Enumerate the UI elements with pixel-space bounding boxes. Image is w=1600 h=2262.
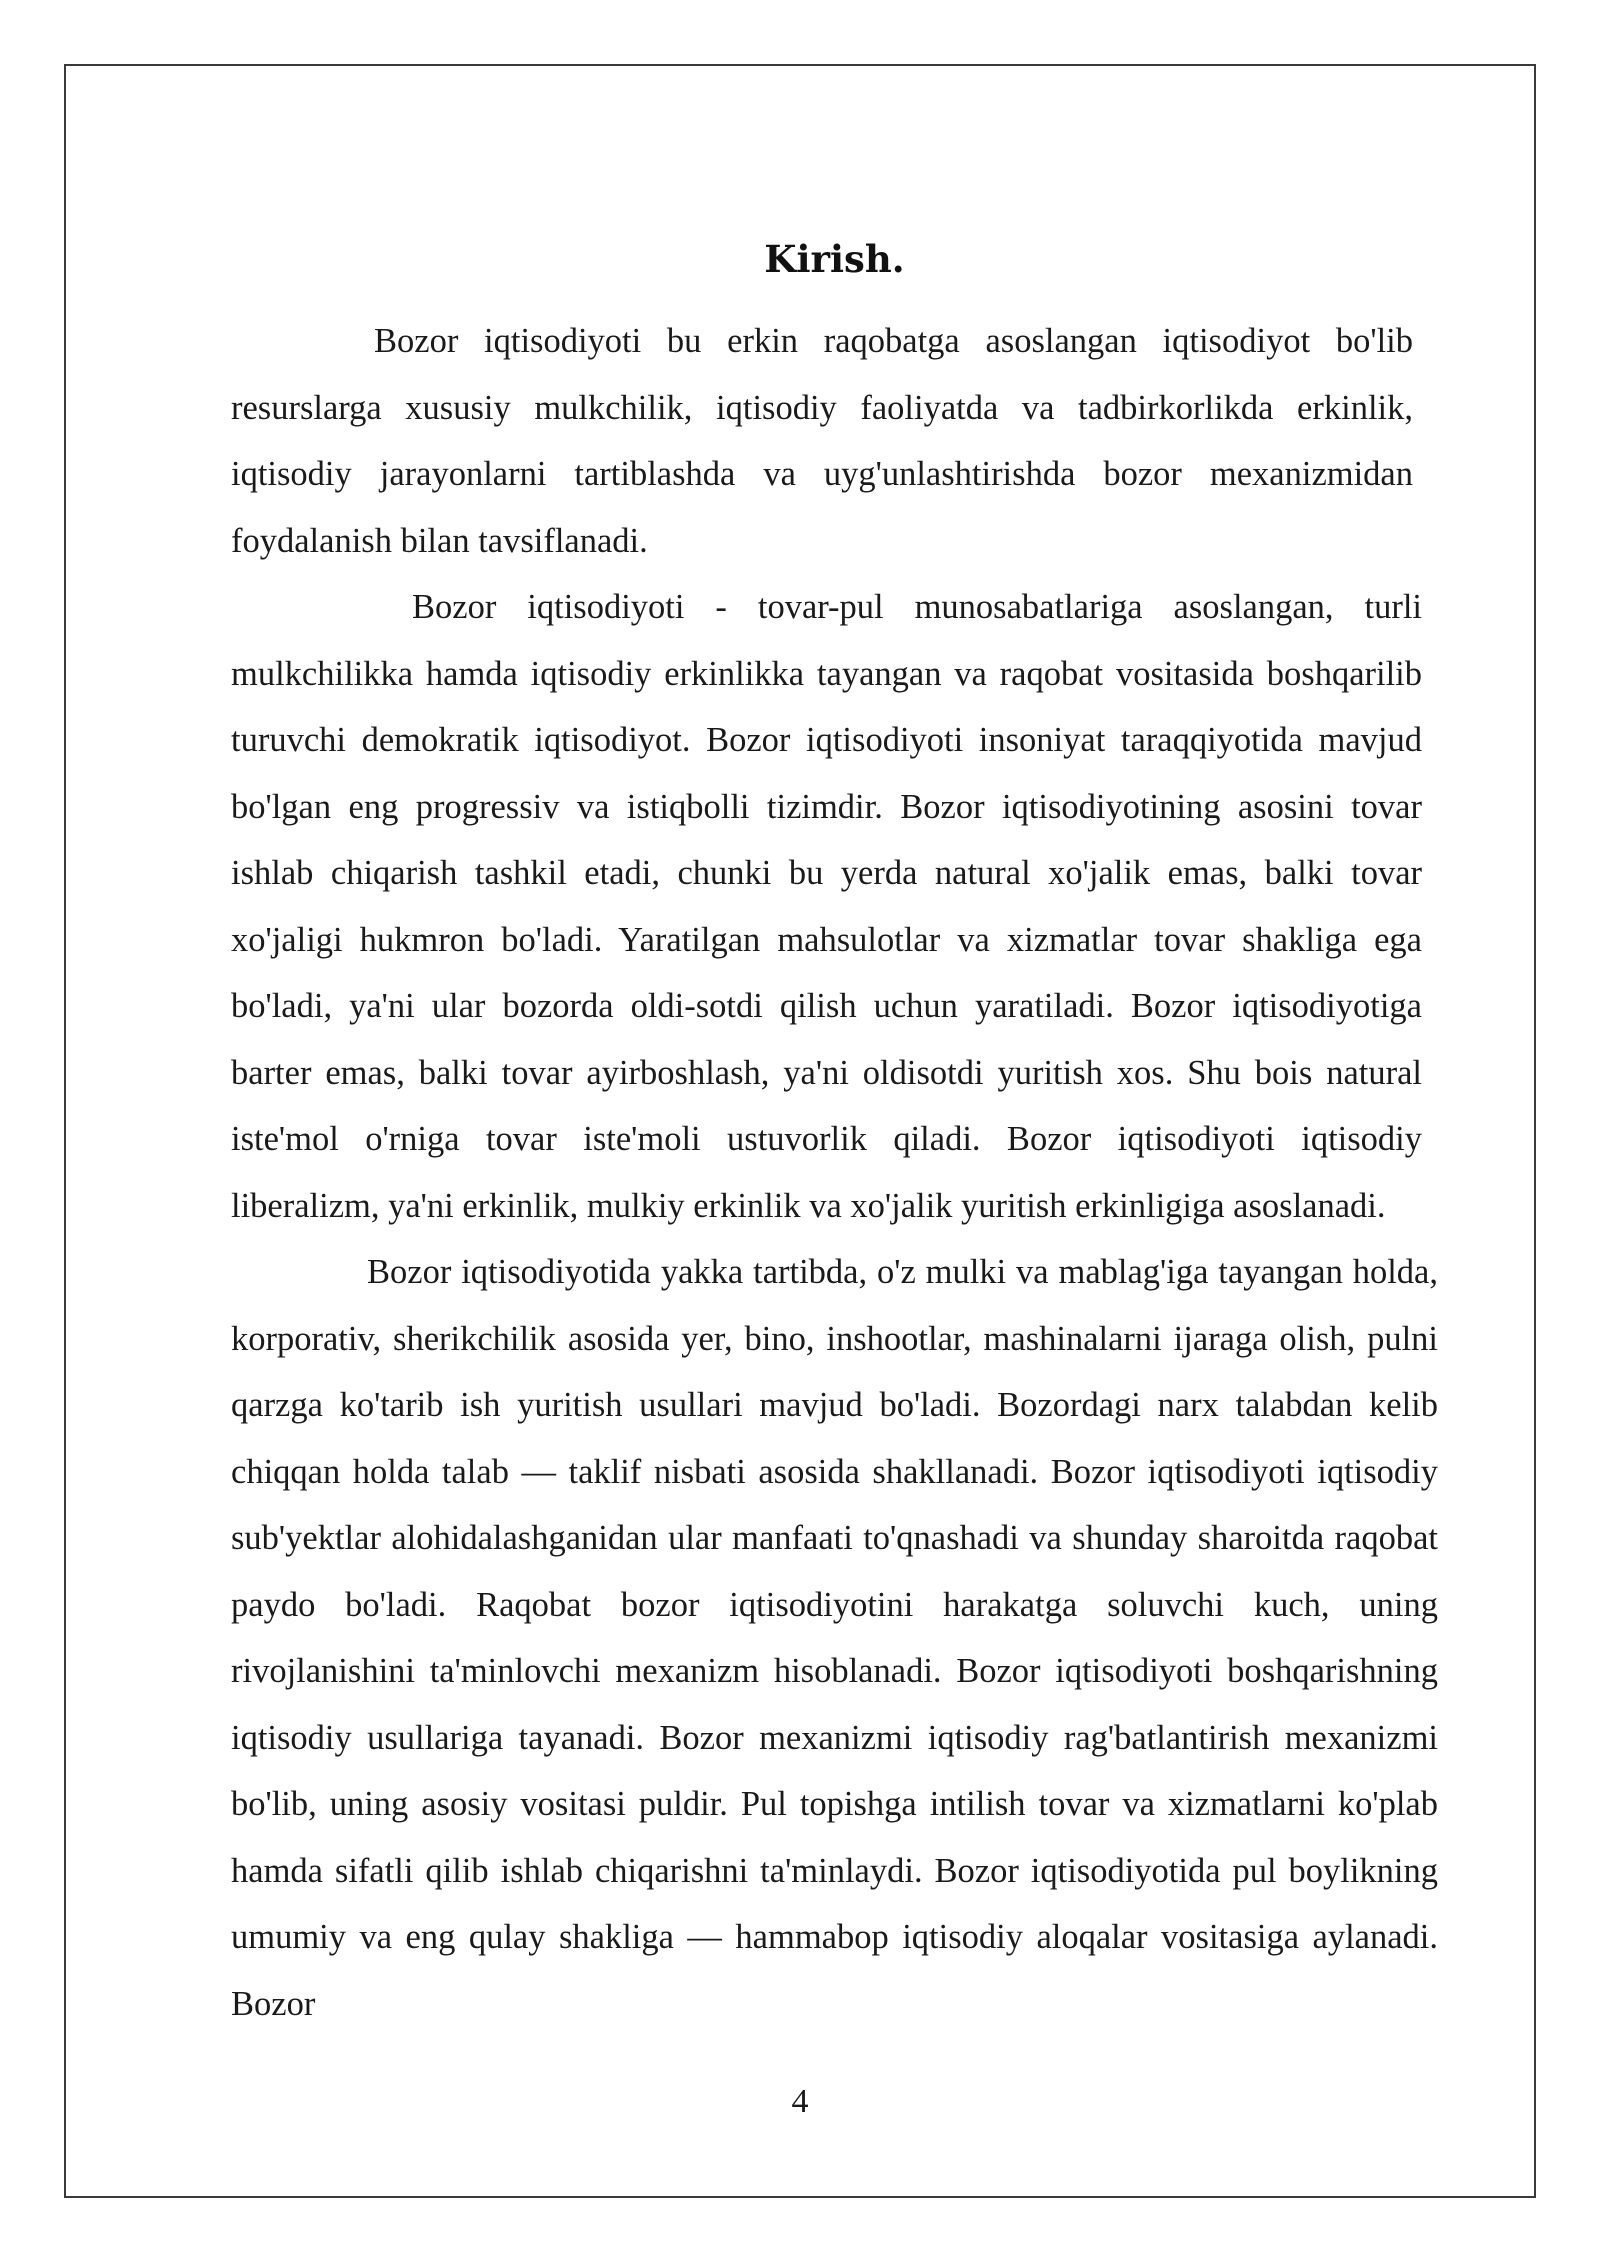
document-title: Kirish. <box>764 237 905 281</box>
paragraph-2: Bozor iqtisodiyoti - tovar-pul munosabatlariga asoslangan, turli mulkchilikka hamda iqtisodiy erkinlikka tayangan va raqobat vositasida boshqarilib turuvchi demokratik iqtisodiyot. Bozor iqtisodiyoti insoniyat taraqqiyotida mavjud bo'lgan eng progressiv va istiqbolli tizimdir. Bozor iqtisodiyotining asosini tovar ishlab chiqarish tashkil etadi, chunki bu yerda natural xo'jalik emas, balki tovar xo'jaligi hukmron bo'ladi. Yaratilgan mahsulotlar va xizmatlar tovar shakliga ega bo'ladi, ya'ni ular bozorda oldi-sotdi qilish uchun yaratiladi. Bozor iqtisodiyotiga barter emas, balki tovar ayirboshlash, ya'ni oldisotdi yuritish xos. Shu bois natural iste'mol o'rniga tovar iste'moli ustuvorlik qiladi. Bozor iqtisodiyoti iqtisodiy liberalizm, ya'ni erkinlik, mulkiy erkinlik va xo'jalik yuritish erkinligiga asoslanadi. <box>231 588 1422 1225</box>
paragraph-3: Bozor iqtisodiyotida yakka tartibda, o'z mulki va mablag'iga tayangan holda, korporativ, sherikchilik asosida yer, bino, inshootlar, mashinalarni ijaraga olish, pulni qarzga ko'tarib ish yuritish usullari mavjud bo'ladi. Bozordagi narx talabdan kelib chiqqan holda talab — taklif nisbati asosida shakllanadi. Bozor iqtisodiyoti iqtisodiy sub'yektlar alohidalashganidan ular manfaati to'qnashadi va shunday sharoitda raqobat paydo bo'ladi. Raqobat bozor iqtisodiyotini harakatga soluvchi kuch, uning rivojlanishini ta'minlovchi mexanizm hisoblanadi. Bozor iqtisodiyoti boshqarishning iqtisodiy usullariga tayanadi. Bozor mexanizmi iqtisodiy rag'batlantirish mexanizmi bo'lib, uning asosiy vositasi puldir. Pul topishga intilish tovar va xizmatlarni ko'plab hamda sifatli qilib ishlab chiqarishni ta'minlaydi. Bozor iqtisodiyotida pul boylikning umumiy va eng qulay shakliga — hammabop iqtisodiy aloqalar vositasiga aylanadi. Bozor <box>231 1253 1438 2023</box>
document-body <box>231 224 1438 2037</box>
paragraph-1: Bozor iqtisodiyoti bu erkin raqobatga asoslangan iqtisodiyot bo'lib resurslarga xususiy mulkchilik, iqtisodiy faoliyatda va tadbirkorlikda erkinlik, iqtisodiy jarayonlarni tartiblashda va uyg'unlashtirishda bozor mexanizmidan foydalanish bilan tavsiflanadi. <box>231 322 1413 560</box>
page-number: 4 <box>791 2083 809 2120</box>
